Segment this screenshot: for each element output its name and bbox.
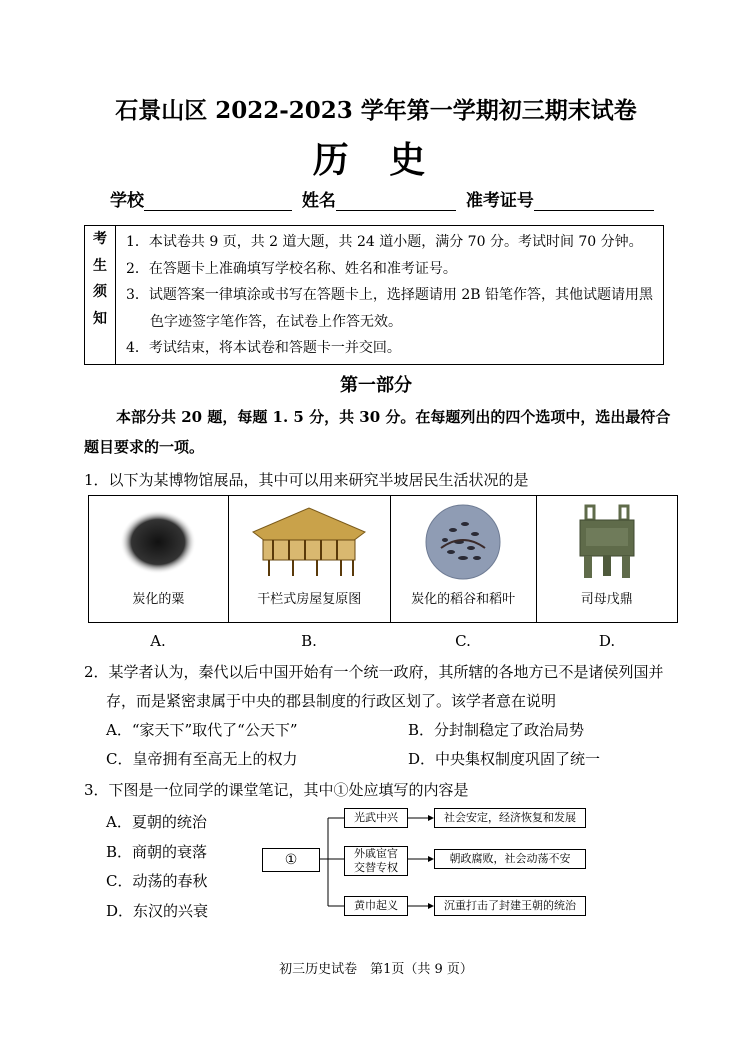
question-2-stem: 2．某学者认为，秦代以后中国开始有一个统一政府，其所辖的各地方已不是诸侯列国并存，而是紧密隶属于中央的郡县制度的行政区划了。该学者意在说明 bbox=[84, 663, 664, 710]
question-3-stem: 3．下图是一位同学的课堂笔记，其中①处应填写的内容是 bbox=[84, 781, 469, 799]
option-c[interactable]: C．皇帝拥有至高无上的权力 bbox=[106, 750, 298, 768]
option-a[interactable]: A．“家天下”取代了“公天下” bbox=[106, 721, 298, 739]
notice-side-char: 知 bbox=[93, 310, 107, 327]
notice-items bbox=[116, 226, 664, 365]
notice-item: 4．考试结束，将本试卷和答题卡一并交回。 bbox=[126, 340, 401, 356]
option-a[interactable]: A．夏朝的统治 bbox=[106, 813, 207, 831]
notice-side-char: 考 bbox=[93, 231, 107, 247]
result-box: 朝政腐败，社会动荡不安 bbox=[434, 849, 586, 869]
option-b[interactable]: B. bbox=[301, 632, 317, 650]
question-1-stem: 1．以下为某博物馆展品，其中可以用来研究半坡居民生活状况的是 bbox=[84, 471, 529, 489]
exhibit-cell bbox=[390, 496, 536, 623]
exhibit-caption: 炭化的粟 bbox=[132, 592, 185, 607]
option-b[interactable]: B．商朝的衰落 bbox=[106, 842, 208, 861]
notice-side-label bbox=[85, 226, 116, 365]
exam-id-blank[interactable] bbox=[534, 193, 654, 211]
notice-item: 3．试题答案一律填涂或书写在答题卡上，选择题请用 2B 铅笔作答，其他试题请用黑色字迹签字笔作答，在试卷上作答无效。 bbox=[126, 287, 654, 330]
id-label: 准考证号 bbox=[465, 191, 534, 211]
charred-millet-image bbox=[89, 496, 228, 588]
notice-side-char: 须 bbox=[93, 284, 107, 300]
event-box: 外戚宦官交替专权 bbox=[344, 846, 408, 876]
stilt-house-image bbox=[229, 496, 390, 588]
notice-side-char: 生 bbox=[93, 257, 107, 274]
exam-title: 石景山区 2022-2023 学年第一学期初三期末试卷 bbox=[115, 97, 637, 124]
q1-exhibit-table bbox=[88, 495, 678, 623]
question-2-options bbox=[84, 716, 680, 774]
exhibit-caption: 炭化的稻谷和稻叶 bbox=[411, 592, 516, 607]
name-label: 姓名 bbox=[301, 191, 336, 211]
question-3-options bbox=[106, 808, 208, 926]
option-d[interactable]: D．东汉的兴衰 bbox=[106, 901, 209, 920]
exhibit-cell bbox=[228, 496, 390, 623]
event-box: 黄巾起义 bbox=[344, 896, 408, 916]
exhibit-cell bbox=[536, 496, 678, 623]
q1-option-letters bbox=[88, 632, 678, 650]
option-c[interactable]: C．动荡的春秋 bbox=[106, 872, 208, 890]
page-footer: 初三历史试卷 第1页（共 9 页） bbox=[279, 962, 473, 977]
subject-title: 历 史 bbox=[312, 139, 440, 181]
notice-item: 2．在答题卡上准确填写学校名称、姓名和准考证号。 bbox=[126, 260, 457, 277]
exhibit-caption: 司母戊鼎 bbox=[580, 592, 633, 607]
option-a[interactable]: A. bbox=[150, 632, 166, 650]
result-box: 沉重打击了封建王朝的统治 bbox=[434, 896, 586, 916]
result-box: 社会安定，经济恢复和发展 bbox=[434, 808, 586, 828]
q3-notes-diagram bbox=[262, 806, 592, 922]
question-3 bbox=[84, 776, 680, 805]
option-c[interactable]: C. bbox=[455, 632, 471, 650]
question-2 bbox=[84, 658, 680, 774]
charred-rice-image bbox=[391, 496, 536, 588]
exhibit-cell bbox=[89, 496, 229, 623]
option-d[interactable]: D. bbox=[598, 632, 616, 650]
school-blank[interactable] bbox=[144, 193, 292, 211]
blank-1-box: ① bbox=[262, 848, 320, 872]
option-d[interactable]: D．中央集权制度巩固了统一 bbox=[408, 750, 601, 768]
part-title: 第一部分 bbox=[340, 375, 412, 396]
option-b[interactable]: B．分封制稳定了政治局势 bbox=[408, 721, 585, 739]
name-blank[interactable] bbox=[336, 193, 456, 211]
candidate-notice-box bbox=[84, 225, 664, 365]
notice-item: 1．本试卷共 9 页，共 2 道大题，共 24 道小题，满分 70 分。考试时间 70 分钟。 bbox=[126, 234, 643, 250]
part-intro: 本部分共 20 题，每题 1. 5 分，共 30 分。在每题列出的四个选项中，选出最符合题目要求的一项。 bbox=[84, 408, 671, 456]
school-label: 学校 bbox=[110, 191, 144, 211]
exhibit-caption: 干栏式房屋复原图 bbox=[257, 592, 362, 607]
event-box: 光武中兴 bbox=[344, 808, 408, 828]
question-1 bbox=[84, 466, 680, 495]
student-info-row bbox=[110, 186, 658, 211]
simuwu-ding-image bbox=[537, 496, 678, 588]
